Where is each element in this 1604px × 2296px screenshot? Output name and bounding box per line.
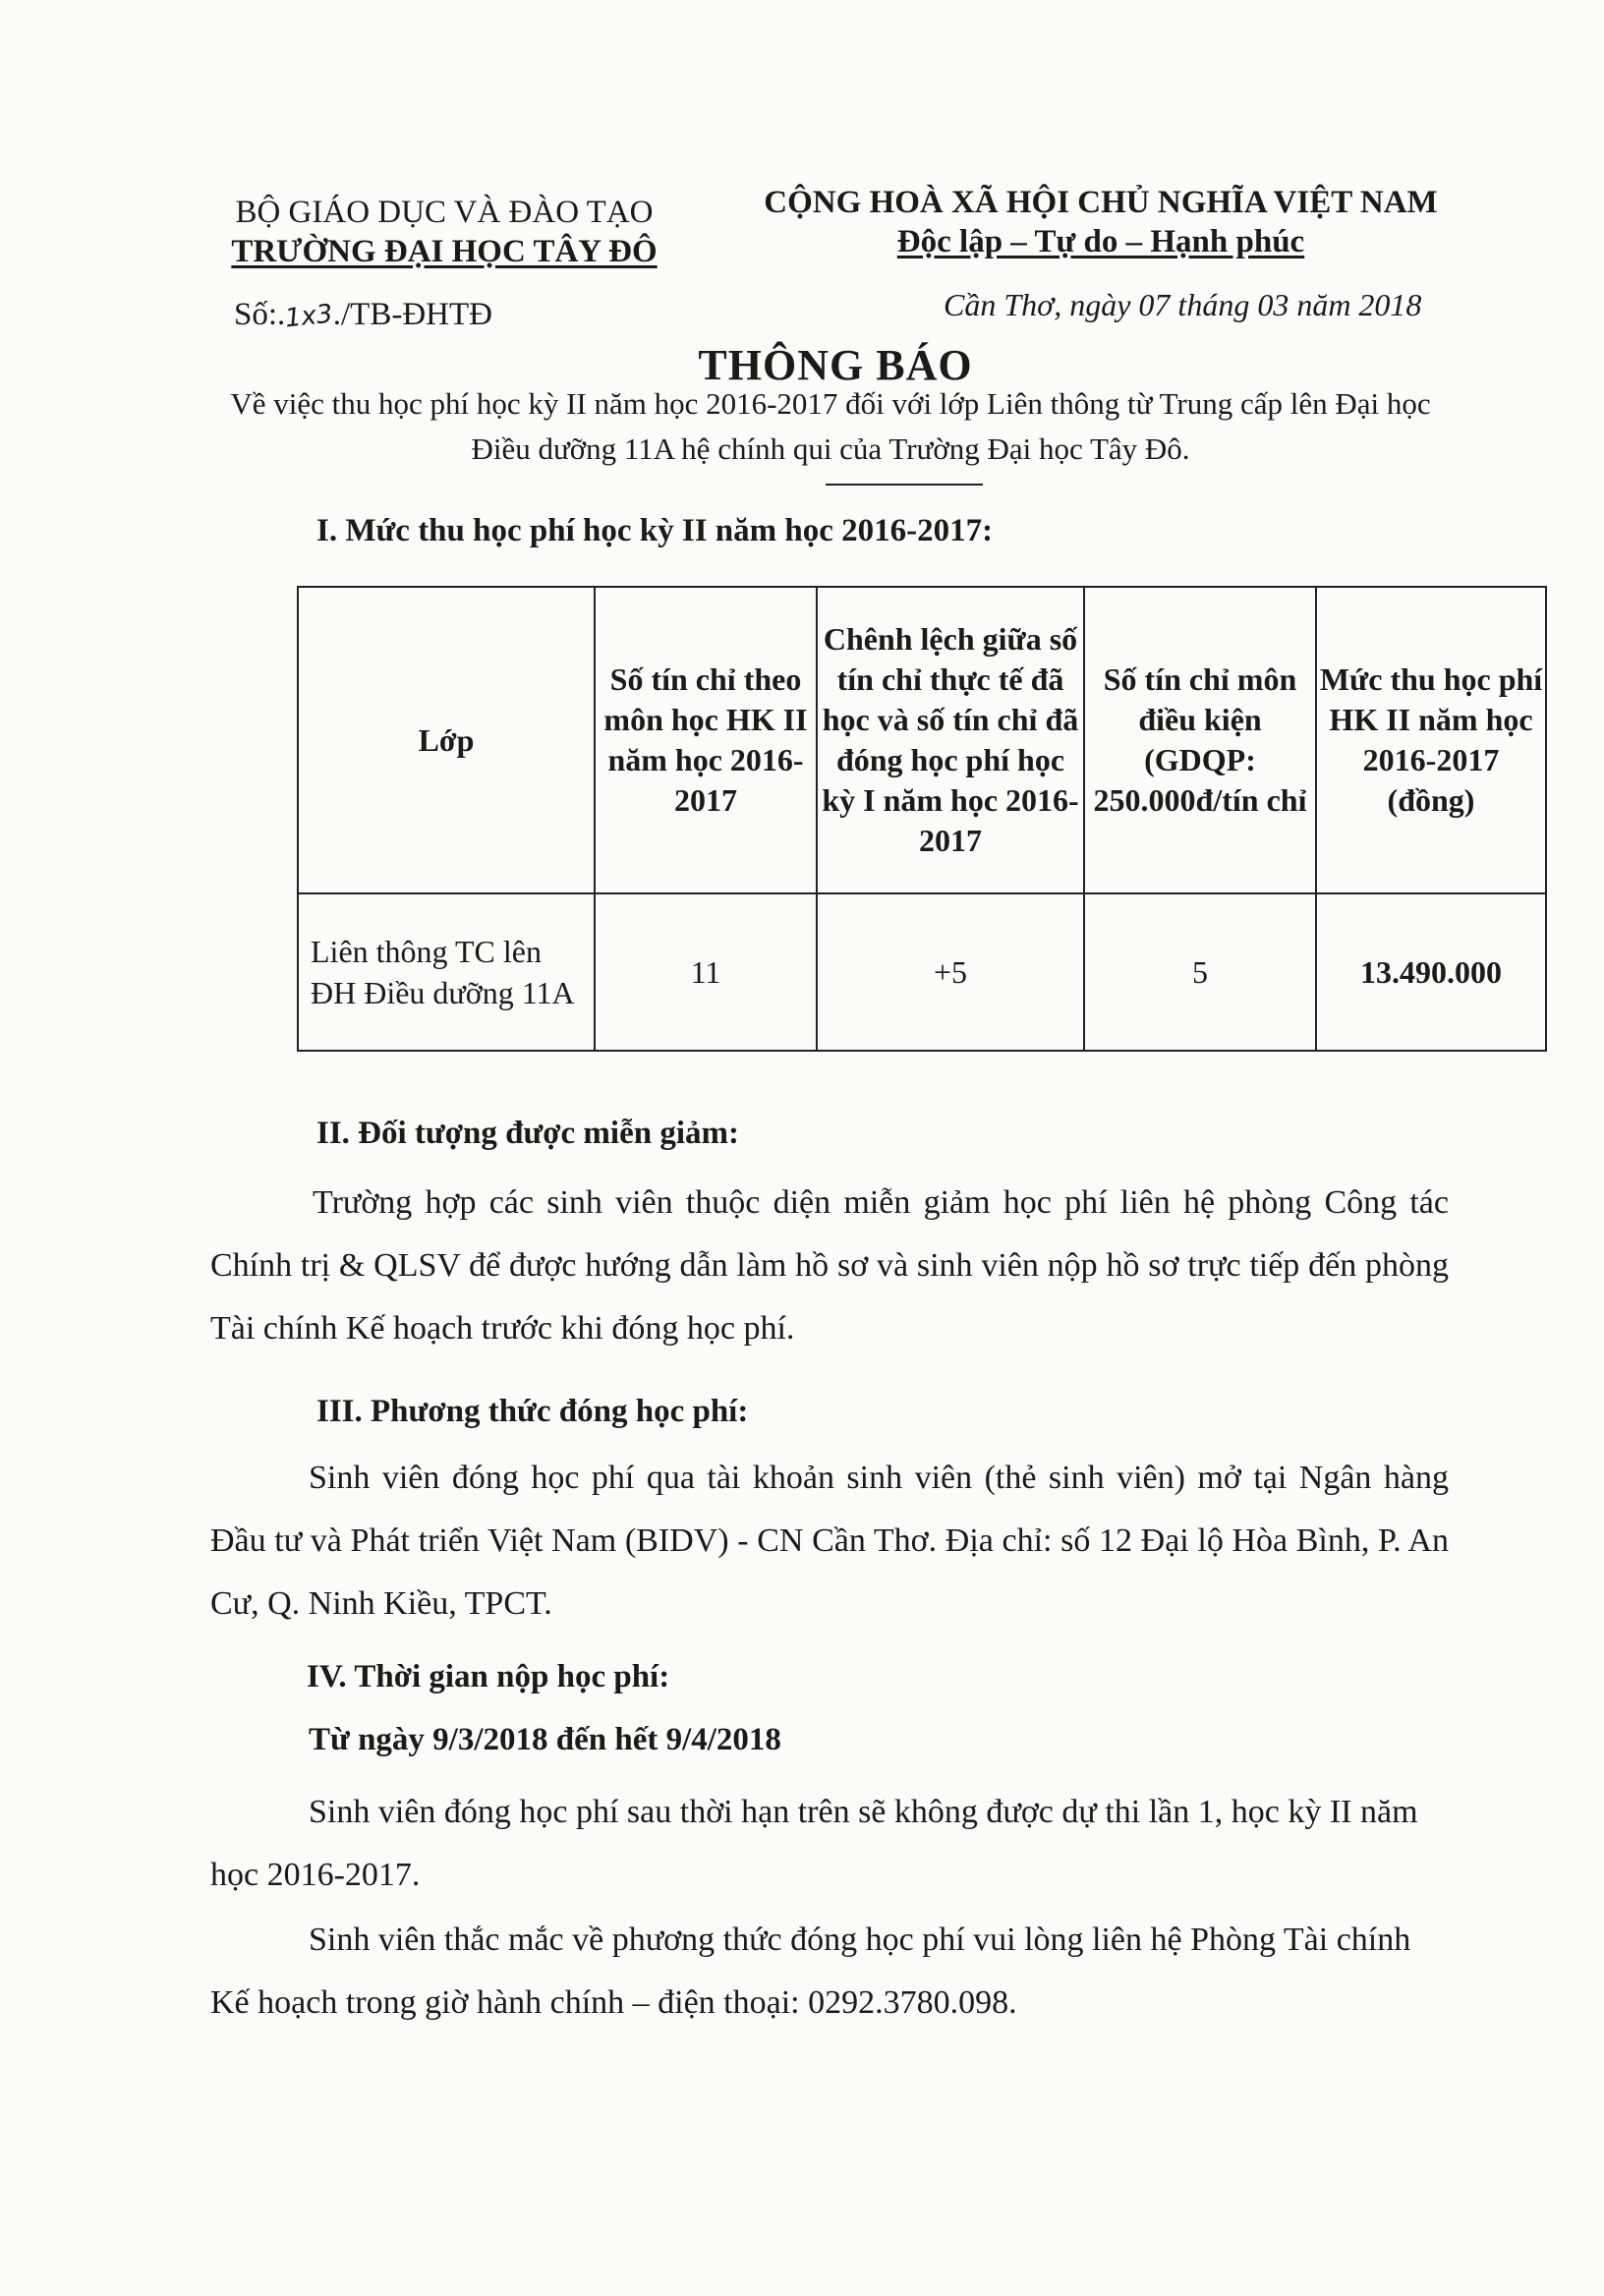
issuer-block xyxy=(208,193,680,271)
document-subtitle: Về việc thu học phí học kỳ II năm học 2016-2017 đối với lớp Liên thông từ Trung cấp lên Đại học Điều dưỡng 11A hệ chính qui của Trường Đại học Tây Đô. xyxy=(230,386,1431,466)
cell-credit-difference: +5 xyxy=(817,893,1084,1051)
ref-prefix: Số:. xyxy=(234,297,286,332)
section-4-heading: IV. Thời gian nộp học phí: xyxy=(307,1659,670,1694)
cell-credits: 11 xyxy=(595,893,817,1051)
fee-table xyxy=(297,586,1547,1052)
title-divider xyxy=(826,484,983,486)
header-class: Lớp xyxy=(298,587,595,893)
document-date: Cần Thơ, ngày 07 tháng 03 năm 2018 xyxy=(944,287,1422,322)
school-name: TRƯỜNG ĐẠI HỌC TÂY ĐÔ xyxy=(231,234,658,269)
country-name: CỘNG HOÀ XÃ HỘI CHỦ NGHĨA VIỆT NAM xyxy=(764,185,1438,220)
table-header-row xyxy=(298,587,1546,893)
reference-number xyxy=(234,297,492,333)
ref-handwritten: 1ⅹ3 xyxy=(283,299,335,334)
document-title: THÔNG BÁO xyxy=(698,341,973,389)
cell-fee-amount: 13.490.000 xyxy=(1316,893,1546,1051)
section-4-body-late-payment: Sinh viên đóng học phí sau thời hạn trên sẽ không được dự thi lần 1, học kỳ II năm học 2016-2017. xyxy=(210,1794,1418,1893)
ref-suffix: ./TB-ĐHTĐ xyxy=(332,297,492,332)
header-credit-difference: Chênh lệch giữa số tín chỉ thực tế đã học và số tín chỉ đã đóng học phí học kỳ I năm học 2016-2017 xyxy=(817,587,1084,893)
section-4-body-contact: Sinh viên thắc mắc về phương thức đóng học phí vui lòng liên hệ Phòng Tài chính Kế hoạch trong giờ hành chính – điện thoại: 0292.3780.098. xyxy=(210,1922,1411,2021)
payment-deadline: Từ ngày 9/3/2018 đến hết 9/4/2018 xyxy=(309,1722,781,1757)
section-3-heading: III. Phương thức đóng học phí: xyxy=(316,1394,749,1429)
ministry-name: BỘ GIÁO DỤC VÀ ĐÀO TẠO xyxy=(235,195,654,230)
section-2-body: Trường hợp các sinh viên thuộc diện miễn giảm học phí liên hệ phòng Công tác Chính trị & QLSV để được hướng dẫn làm hồ sơ và sinh viên nộp hồ sơ trực tiếp đến phòng Tài chính Kế hoạch trước khi đóng học phí. xyxy=(210,1184,1449,1347)
cell-class: Liên thông TC lên ĐH Điều dưỡng 11A xyxy=(298,893,595,1051)
national-header xyxy=(747,183,1455,261)
table-row xyxy=(298,893,1546,1051)
section-2-heading: II. Đối tượng được miễn giảm: xyxy=(316,1116,739,1151)
header-credits: Số tín chỉ theo môn học HK II năm học 2016-2017 xyxy=(595,587,817,893)
national-motto: Độc lập – Tự do – Hạnh phúc xyxy=(896,224,1305,259)
section-1-heading: I. Mức thu học phí học kỳ II năm học 2016-2017: xyxy=(316,513,994,548)
header-fee-amount: Mức thu học phí HK II năm học 2016-2017 (đồng) xyxy=(1316,587,1546,893)
header-conditional-credits: Số tín chỉ môn điều kiện (GDQP: 250.000đ/tín chỉ xyxy=(1084,587,1316,893)
section-3-body: Sinh viên đóng học phí qua tài khoản sinh viên (thẻ sinh viên) mở tại Ngân hàng Đầu tư và Phát triển Việt Nam (BIDV) - CN Cần Thơ. Địa chỉ: số 12 Đại lộ Hòa Bình, P. An Cư, Q. Ninh Kiều, TPCT. xyxy=(210,1460,1449,1622)
cell-conditional-credits: 5 xyxy=(1084,893,1316,1051)
